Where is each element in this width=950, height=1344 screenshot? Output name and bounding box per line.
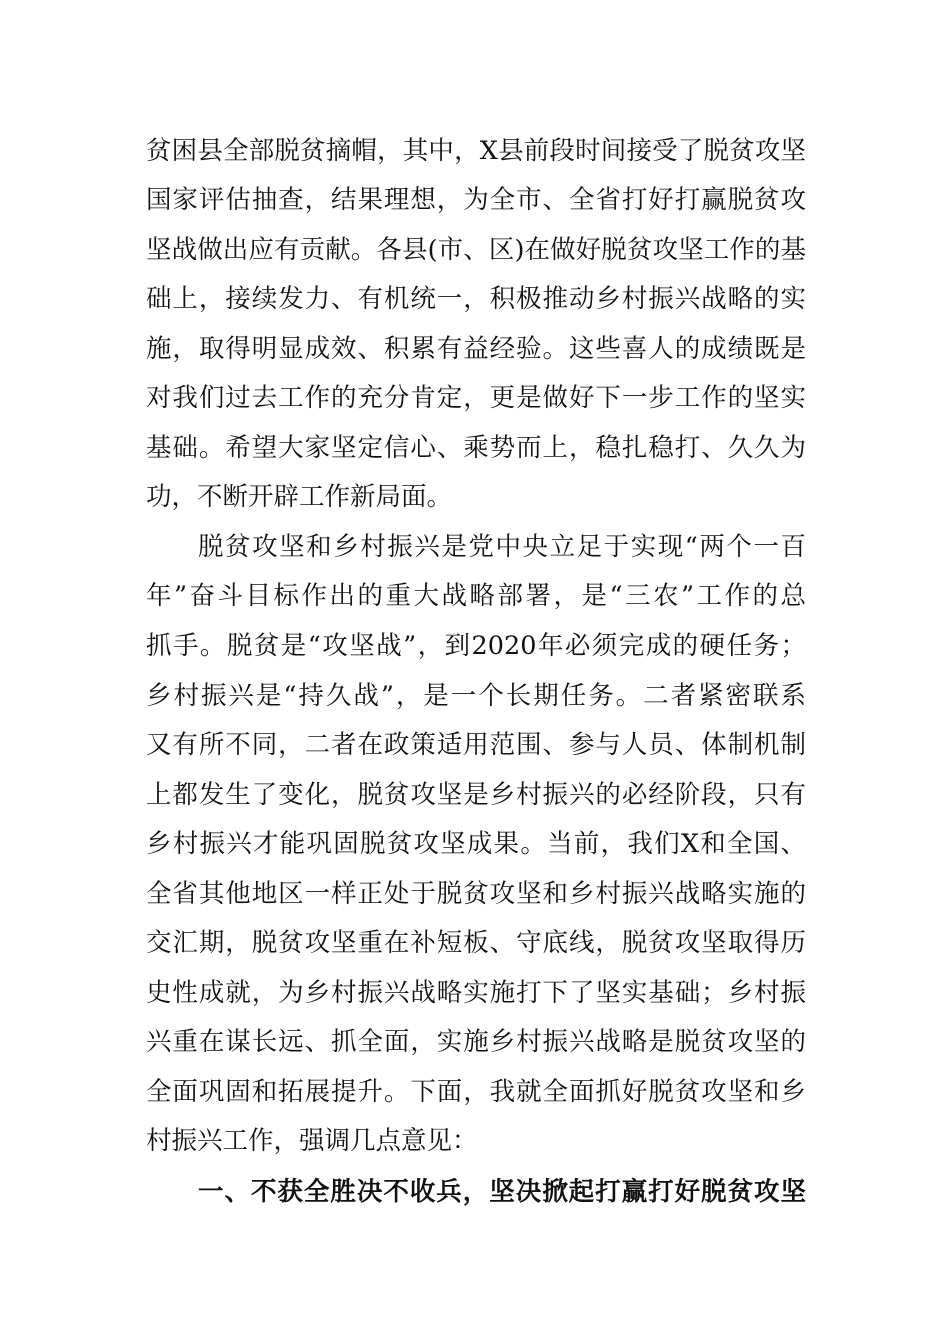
paragraph-2-line-13: 村振兴工作，强调几点意见： — [146, 1126, 478, 1156]
paragraph-2-line-11: 兴重在谋长远、抓全面，实施乡村振兴战略是脱贫攻坚的 — [146, 1027, 806, 1057]
paragraph-2-line-3: 抓手。脱贫是“攻坚战”，到2020年必须完成的硬任务； — [146, 631, 806, 661]
paragraph-2-line-4: 乡村振兴是“持久战”，是一个长期任务。二者紧密联系 — [146, 681, 806, 711]
paragraph-2-line-7: 乡村振兴才能巩固脱贫攻坚成果。当前，我们X和全国、 — [146, 829, 806, 859]
paragraph-1-line-5: 施，取得明显成效、积累有益经验。这些喜人的成绩既是 — [146, 334, 806, 364]
section-heading: 一、不获全胜决不收兵，坚决掀起打赢打好脱贫攻坚 — [198, 1177, 806, 1207]
paragraph-1-line-7: 基础。希望大家坚定信心、乘势而上，稳扎稳打、久久为 — [146, 433, 806, 463]
paragraph-2-line-2: 年”奋斗目标作出的重大战略部署，是“三农”工作的总 — [146, 581, 806, 611]
paragraph-1-line-2: 国家评估抽查，结果理想，为全市、全省打好打赢脱贫攻 — [146, 185, 806, 215]
paragraph-2-line-8: 全省其他地区一样正处于脱贫攻坚和乡村振兴战略实施的 — [146, 879, 806, 909]
paragraph-1-line-8: 功，不断开辟工作新局面。 — [146, 482, 453, 512]
paragraph-2-line-10: 史性成就，为乡村振兴战略实施打下了坚实基础；乡村振 — [146, 978, 806, 1008]
paragraph-1-line-4: 础上，接续发力、有机统一，积极推动乡村振兴战略的实 — [146, 284, 806, 314]
paragraph-1-line-6: 对我们过去工作的充分肯定，更是做好下一步工作的坚实 — [146, 383, 806, 413]
paragraph-2-line-1: 脱贫攻坚和乡村振兴是党中央立足于实现“两个一百 — [198, 532, 806, 562]
paragraph-2-line-9: 交汇期，脱贫攻坚重在补短板、守底线，脱贫攻坚取得历 — [146, 928, 806, 958]
paragraph-2-line-6: 上都发生了变化，脱贫攻坚是乡村振兴的必经阶段，只有 — [146, 780, 806, 810]
paragraph-1-line-3: 坚战做出应有贡献。各县(市、区)在做好脱贫攻坚工作的基 — [146, 235, 806, 265]
paragraph-2-line-5: 又有所不同，二者在政策适用范围、参与人员、体制机制 — [146, 730, 806, 760]
paragraph-1-line-1: 贫困县全部脱贫摘帽，其中，X县前段时间接受了脱贫攻坚 — [146, 136, 806, 166]
paragraph-2-line-12: 全面巩固和拓展提升。下面，我就全面抓好脱贫攻坚和乡 — [146, 1077, 806, 1107]
